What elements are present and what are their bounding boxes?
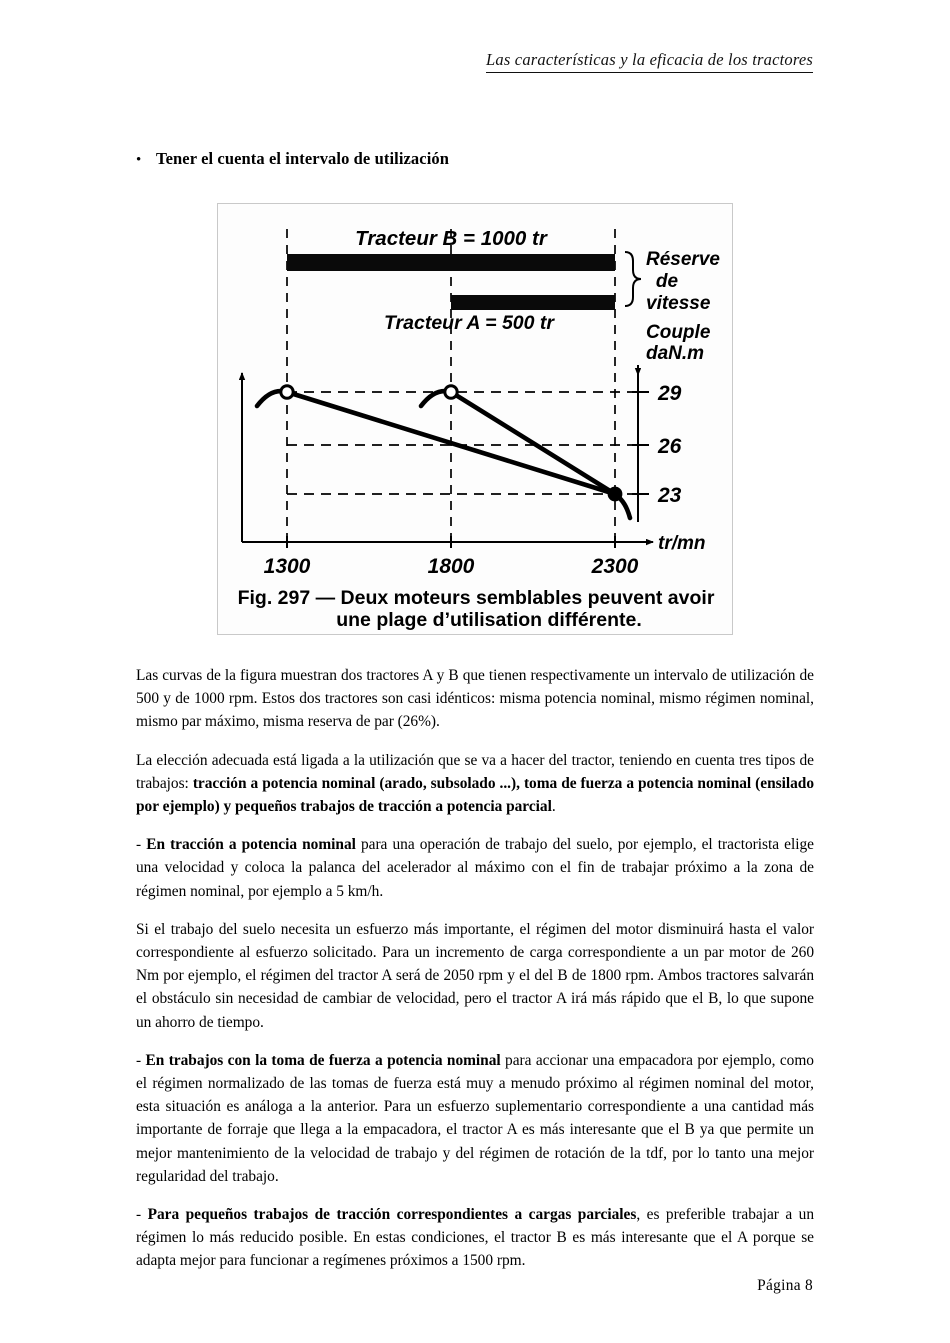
ytick-29: 29 <box>658 382 682 405</box>
bullet-heading-text: Tener el cuenta el intervalo de utilización <box>156 149 450 168</box>
bar-tracteur-b <box>287 254 615 271</box>
page-footer: Página 8 <box>757 1277 813 1294</box>
bullet-marker-icon: • <box>136 152 142 168</box>
bullet-heading <box>136 149 449 169</box>
text-run: Las curvas de la figura muestran dos tractores A y B que tienen respectivamente un intervalo de utilización de 500 y de 1000 rpm. Estos dos tractores son casi idénticos: misma potencia nominal, mismo régimen nominal, mismo par máximo, misma reserva de par (26%). <box>136 667 814 731</box>
torque-curve-chart <box>221 207 731 633</box>
paragraph-p5 <box>136 1049 814 1188</box>
text-run: - <box>136 1206 148 1224</box>
emphasis-run: Para pequeños trabajos de tracción correspondientes a cargas parciales <box>147 1206 637 1224</box>
text-run: para accionar una empacadora por ejemplo, como el régimen normalizado de las tomas de fuerza está muy a menudo próximo al régimen nominal del motor, esta situación es análoga a la anterior. Para un esfuerzo suplementario correspondiente a una cantidad más importante de forraje que llega a la empacadora, el tractor A es más interesante que el B ya que permite un mejor mantenimiento de la velocidad de trabajo y del régimen de rotación de la tdf, por lo tanto una mejor regularidad del trabajo. <box>136 1051 814 1185</box>
ytick-26: 26 <box>658 435 682 458</box>
yaxis-label-line2: daN.m <box>646 343 705 364</box>
reserve-label-line3: vitesse <box>646 293 711 314</box>
curve-tracteur-b <box>257 391 615 494</box>
text-run: - <box>136 1051 146 1069</box>
marker-nominal-point <box>609 488 622 501</box>
paragraph-p3 <box>136 833 814 903</box>
text-run: La elección adecuada está ligada a la utilización que se va a hacer del tractor, teniendo en cuenta tres tipos de trabajos: <box>136 751 814 792</box>
body-text <box>136 664 814 1288</box>
bar-b-label: Tracteur B = 1000 tr <box>355 227 547 250</box>
running-header: Las características y la eficacia de los tractores <box>486 50 813 73</box>
bar-tracteur-a <box>451 295 615 310</box>
figure-caption-line1: Fig. 297 — Deux moteurs semblables peuvent avoir <box>237 587 715 609</box>
text-run: para una operación de trabajo del suelo, por ejemplo, el tractorista elige una velocidad y coloca la palanca del acelerador al máximo con el fin de trabajar próximo a la zona de régimen nominal, por ejemplo a 5 km/h. <box>136 836 814 900</box>
emphasis-run: En trabajos con la toma de fuerza a potencia nominal <box>145 1051 501 1069</box>
bar-a-label: Tracteur A = 500 tr <box>384 312 554 334</box>
paragraph-p2 <box>136 749 814 819</box>
marker-a-peak <box>445 386 457 398</box>
paragraph-p6 <box>136 1203 814 1273</box>
ytick-23: 23 <box>658 484 682 507</box>
emphasis-run: En tracción a potencia nominal <box>146 836 356 854</box>
figure-inner <box>221 207 731 633</box>
x-axis <box>242 536 653 548</box>
text-run: , es preferible trabajar a un régimen lo más reducido posible. En estas condiciones, el tractor B es más interesante que el A porque se adapta mejor para funcionar a regímenes próximos a 1500 rpm. <box>136 1206 814 1270</box>
xtick-1800: 1800 <box>427 555 475 578</box>
reserve-label-line1: Réserve <box>646 249 720 270</box>
reserve-brace-icon <box>625 252 641 306</box>
figure-297 <box>217 203 733 635</box>
xtick-2300: 2300 <box>591 555 639 578</box>
xaxis-label: tr/mn <box>658 533 706 554</box>
yaxis-label-line1: Couple <box>646 322 711 343</box>
paragraph-p1 <box>136 664 814 734</box>
text-run: Si el trabajo del suelo necesita un esfuerzo más importante, el régimen del motor disminuirá hasta el valor correspondiente al esfuerzo solicitado. Para un incremento de carga correspondiente a un par motor de 260 Nm por ejemplo, el régimen del tractor A será de 2050 rpm y el del B de 1800 rpm. Ambos tractores salvarán el obstáculo sin necesidad de cambiar de velocidad, pero el tractor A irá más rápido que el B, lo que supone un ahorro de tiempo. <box>136 920 814 1031</box>
text-run: - <box>136 836 147 854</box>
curve-tracteur-a <box>421 391 630 518</box>
emphasis-run: tracción a potencia nominal (arado, subsolado ...), toma de fuerza a potencia nominal (ensilado por ejemplo) y pequeños trabajos de tracción a potencia parcial <box>136 774 814 816</box>
xtick-1300: 1300 <box>263 555 311 578</box>
right-torque-axis <box>632 365 649 522</box>
paragraph-p4 <box>136 918 814 1034</box>
reserve-label-line2: de <box>655 271 679 292</box>
marker-b-peak <box>281 386 293 398</box>
text-run: . <box>551 798 556 816</box>
figure-caption-line2: une plage d’utilisation différente. <box>336 609 642 631</box>
